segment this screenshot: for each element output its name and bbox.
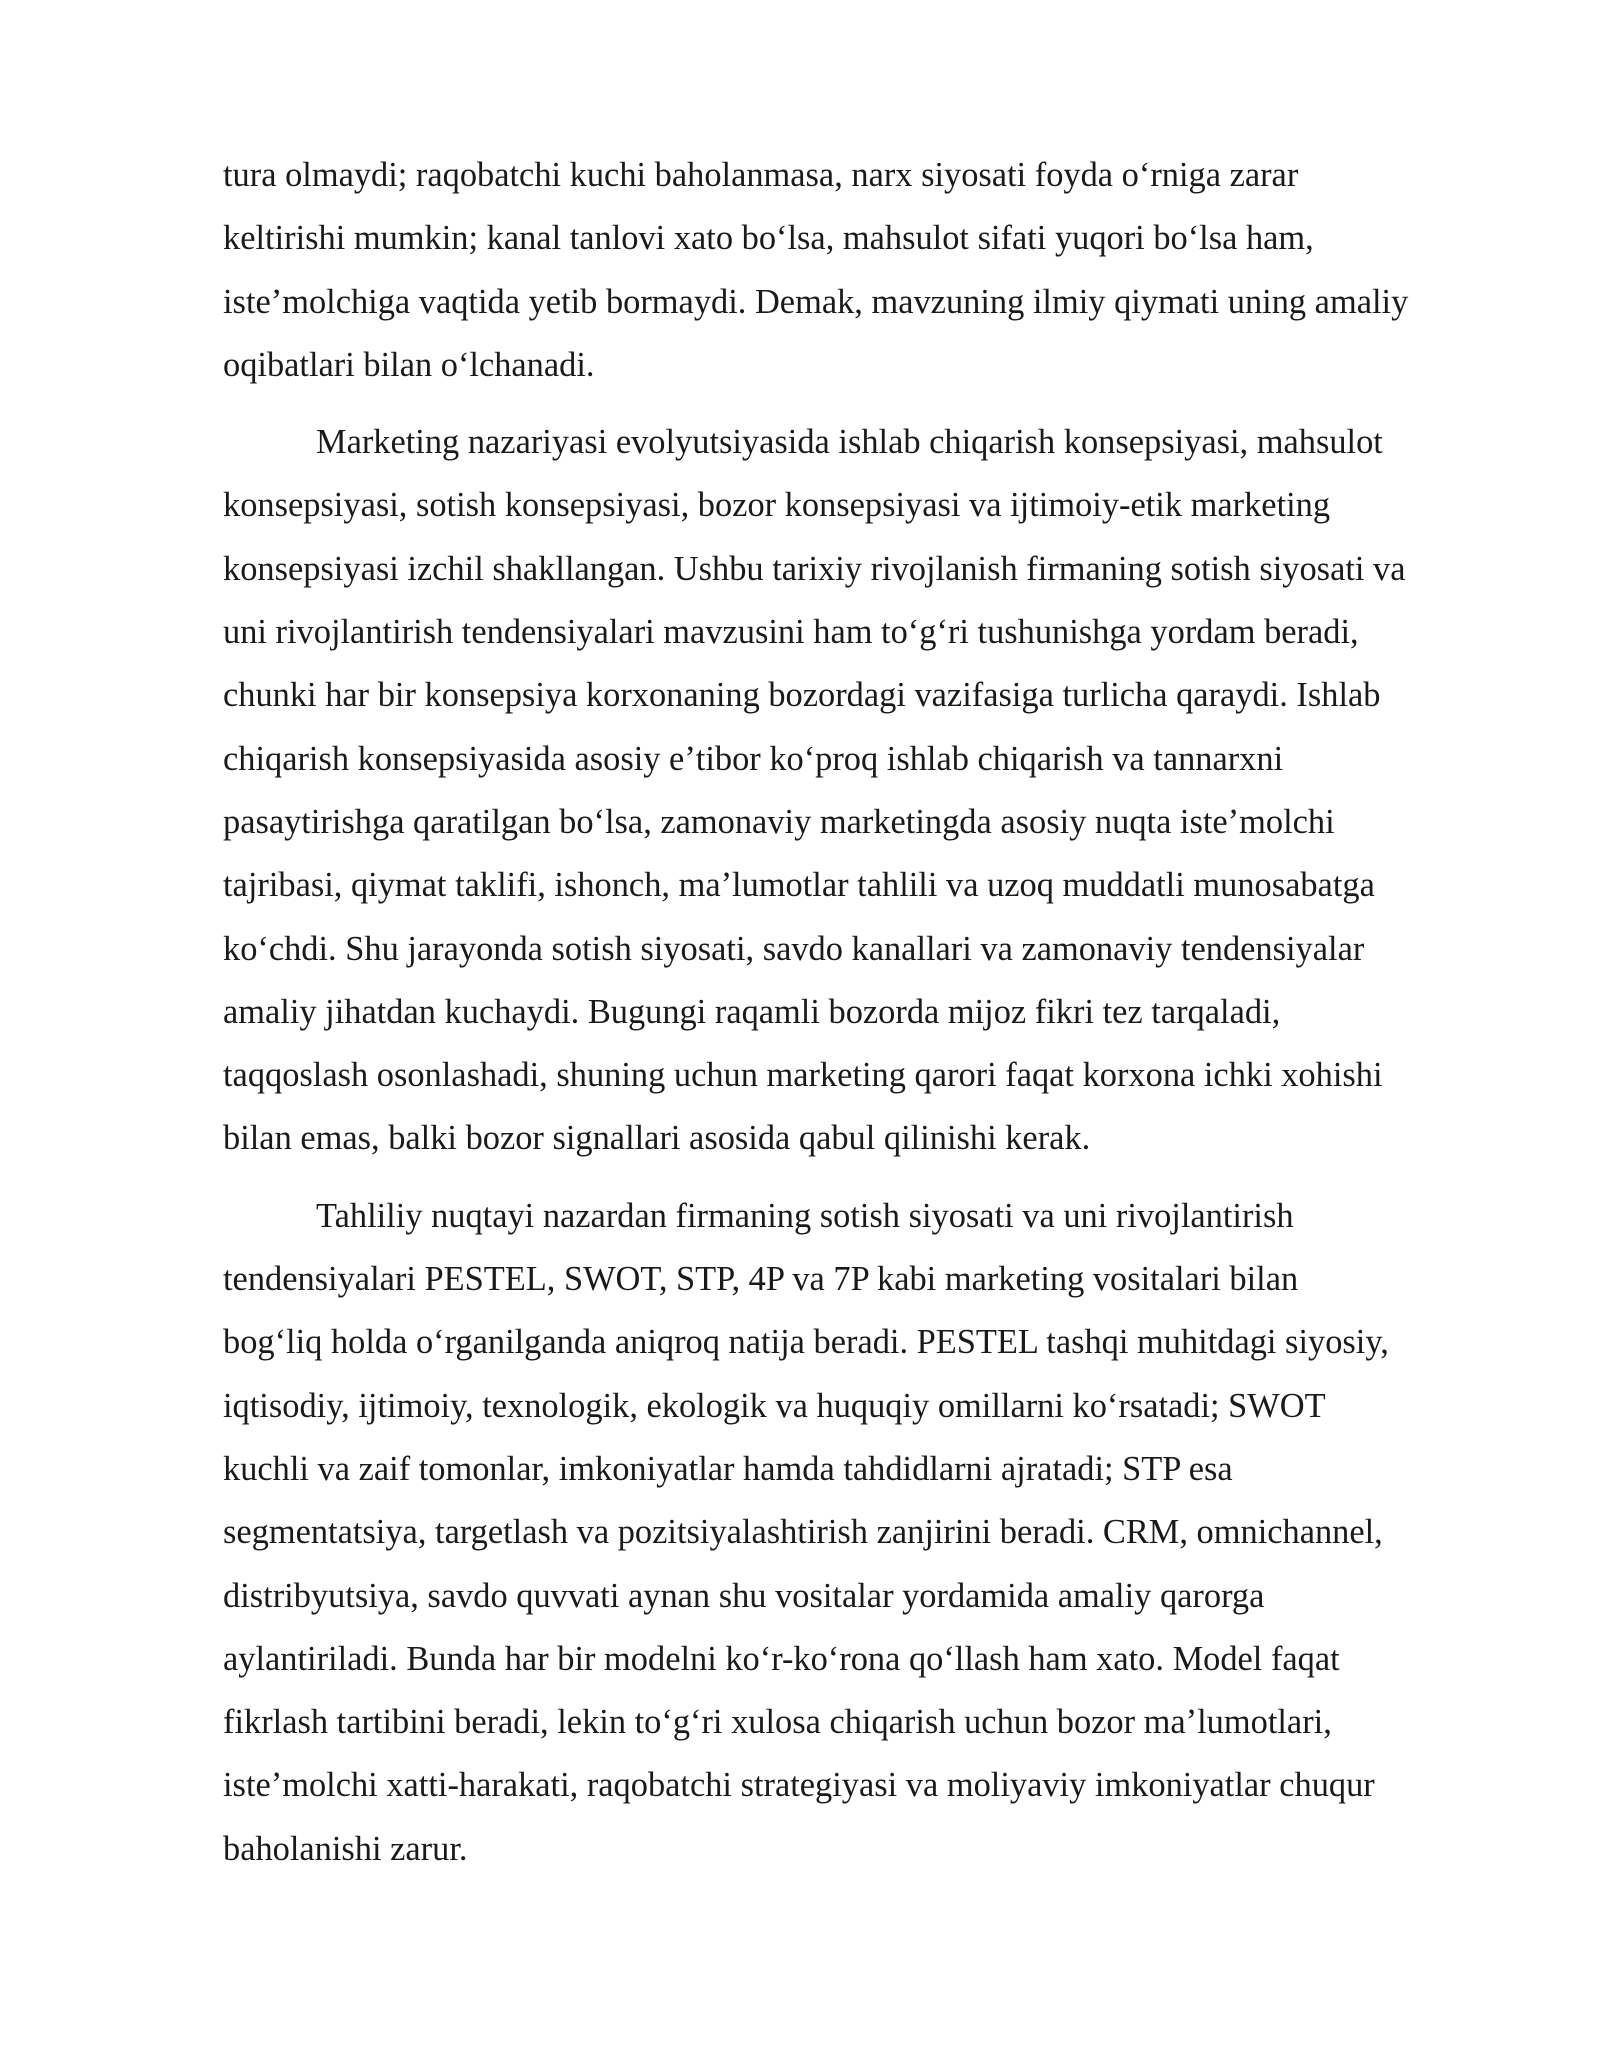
document-body [223, 144, 1495, 1881]
text-line: bogʻliq holda oʻrganilganda aniqroq natija beradi. PESTEL tashqi muhitdagi siyosiy, [223, 1323, 1389, 1362]
paragraph-spacer [223, 1171, 1495, 1185]
text-line: koʻchdi. Shu jarayonda sotish siyosati, savdo kanallari va zamonaviy tendensiyalar [223, 929, 1365, 968]
text-line: chiqarish konsepsiyasida asosiy eʼtibor koʻproq ishlab chiqarish va tannarxni [223, 739, 1284, 778]
text-line: distribyutsiya, savdo quvvati aynan shu vositalar yordamida amaliy qarorga [223, 1576, 1265, 1615]
text-line: keltirishi mumkin; kanal tanlovi xato boʻlsa, mahsulot sifati yuqori boʻlsa ham, [223, 219, 1314, 258]
text-line: pasaytirishga qaratilgan boʻlsa, zamonaviy marketingda asosiy nuqta isteʼmolchi [223, 802, 1335, 841]
text-line: konsepsiyasi izchil shakllangan. Ushbu tarixiy rivojlanish firmaning sotish siyosati va [223, 549, 1406, 588]
text-line: baholanishi zarur. [223, 1829, 468, 1868]
text-line: oqibatlari bilan oʻlchanadi. [223, 345, 595, 384]
text-line: fikrlash tartibini beradi, lekin toʻgʻri xulosa chiqarish uchun bozor maʼlumotlari, [223, 1703, 1332, 1742]
text-line: tajribasi, qiymat taklifi, ishonch, maʼlumotlar tahlili va uzoq muddatli munosabatga [223, 866, 1375, 905]
text-line: kuchli va zaif tomonlar, imkoniyatlar hamda tahdidlarni ajratadi; STP esa [223, 1449, 1233, 1488]
paragraph-3 [223, 1185, 1495, 1881]
text-line: isteʼmolchi xatti-harakati, raqobatchi strategiyasi va moliyaviy imkoniyatlar chuqur [223, 1766, 1375, 1805]
text-line: bilan emas, balki bozor signallari asosida qabul qilinishi kerak. [223, 1119, 1091, 1158]
text-line: segmentatsiya, targetlash va pozitsiyalashtirish zanjirini beradi. CRM, omnichannel, [223, 1513, 1383, 1552]
text-line: iqtisodiy, ijtimoiy, texnologik, ekologik va huquqiy omillarni koʻrsatadi; SWOT [223, 1386, 1326, 1425]
text-line: isteʼmolchiga vaqtida yetib bormaydi. Demak, mavzuning ilmiy qiymati uning amaliy [223, 282, 1409, 321]
text-line: konsepsiyasi, sotish konsepsiyasi, bozor konsepsiyasi va ijtimoiy-etik marketing [223, 486, 1331, 525]
text-line: tendensiyalari PESTEL, SWOT, STP, 4P va 7P kabi marketing vositalari bilan [223, 1260, 1299, 1299]
text-line: uni rivojlantirish tendensiyalari mavzusini ham toʻgʻri tushunishga yordam beradi, [223, 613, 1359, 652]
text-line: Tahliliy nuqtayi nazardan firmaning sotish siyosati va uni rivojlantirish [316, 1196, 1294, 1235]
text-line: aylantiriladi. Bunda har bir modelni koʻr-koʻrona qoʻllash ham xato. Model faqat [223, 1639, 1340, 1678]
paragraph-2 [223, 411, 1495, 1171]
text-line: Marketing nazariyasi evolyutsiyasida ishlab chiqarish konsepsiyasi, mahsulot [316, 423, 1383, 462]
text-line: taqqoslash osonlashadi, shuning uchun marketing qarori faqat korxona ichki xohishi [223, 1056, 1383, 1095]
text-line: chunki har bir konsepsiya korxonaning bozordagi vazifasiga turlicha qaraydi. Ishlab [223, 676, 1381, 715]
text-line: amaliy jihatdan kuchaydi. Bugungi raqamli bozorda mijoz fikri tez tarqaladi, [223, 992, 1281, 1031]
text-line: tura olmaydi; raqobatchi kuchi baholanmasa, narx siyosati foyda oʻrniga zarar [223, 156, 1299, 194]
paragraph-1 [223, 144, 1495, 397]
paragraph-spacer [223, 397, 1495, 411]
